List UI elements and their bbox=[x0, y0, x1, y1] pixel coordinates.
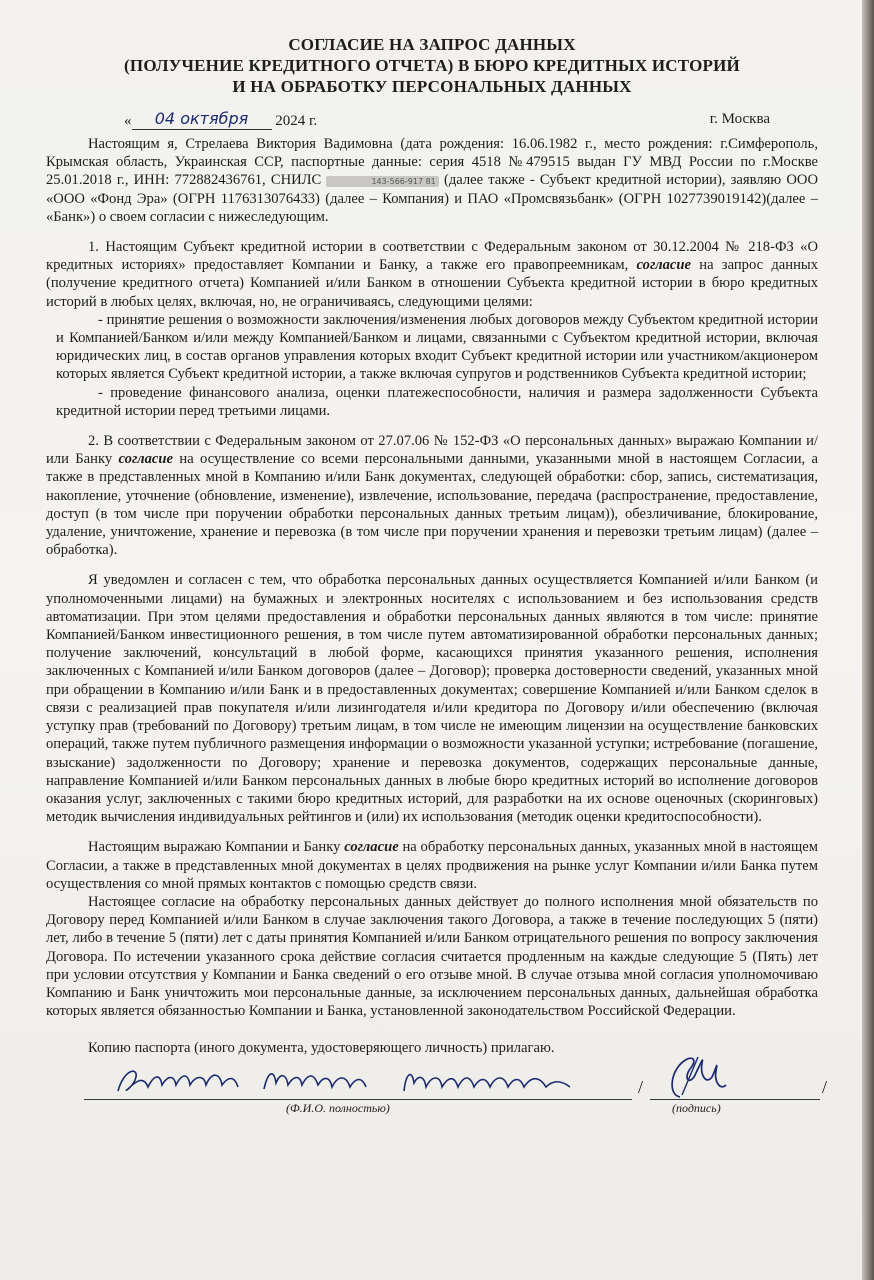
city: г. Москва bbox=[709, 111, 770, 127]
name-caption: (Ф.И.О. полностью) bbox=[286, 1101, 390, 1116]
title-line-1: СОГЛАСИЕ НА ЗАПРОС ДАННЫХ bbox=[288, 35, 576, 54]
date-handwritten bbox=[132, 109, 272, 130]
clause-1-emphasis: согласие bbox=[636, 257, 691, 274]
signature-field bbox=[650, 1067, 820, 1100]
marketing-paragraph bbox=[46, 838, 818, 893]
clause-1-before: 1. Настоящим Субъект кредитной истории в соответствии с Федеральным законом от 30.12.2004 № 218-ФЗ «О кредитных историях» предоставляет Компании и Банку, а также его правопреемникам, bbox=[46, 239, 818, 274]
signature-block bbox=[46, 1065, 828, 1135]
title-line-3: И НА ОБРАБОТКУ ПЕРСОНАЛЬНЫХ ДАННЫХ bbox=[232, 77, 632, 96]
date-quote: « bbox=[124, 113, 132, 129]
snils-redacted: 143-566-917 81 bbox=[326, 176, 438, 187]
clause-1 bbox=[46, 238, 818, 311]
marketing-emphasis: согласие bbox=[344, 839, 399, 856]
date-row bbox=[124, 109, 818, 135]
date-month: октября bbox=[180, 109, 249, 128]
clause-1-after: на запрос данных (получение кредитного отчета) Компанией и/или Банком в отношении Субъекта кредитной истории в бюро кредитных историй в любых целях, включая, но, не ограничиваясь, следующими целями: bbox=[46, 257, 818, 310]
handwritten-name-scribble bbox=[114, 1063, 584, 1103]
separator-slash: / bbox=[822, 1077, 828, 1098]
date-field bbox=[124, 109, 317, 130]
clause-1-item: - проведение финансового анализа, оценки платежеспособности, наличия и размера задолженности Субъекта кредитной истории перед третьими лицами. bbox=[56, 384, 818, 419]
validity-paragraph: Настоящее согласие на обработку персональных данных действует до полного исполнения мной обязательств по Договору перед Компанией и/или Банком в случае заключения такого Договора, а также в течение последующих 5 (пяти) лет, либо в течение 5 (пяти) лет с даты принятия Компанией и/или Банком отрицательного решения по вопросу заключения Договора. По истечении указанного срока действие согласия считается продленным на каждые следующие 5 (Пять) лет при условии отсутствия у Компании и Банка сведений о его отзыве мной. В случае отзыва мной согласия уполномочиваю Компанию и Банк уничтожить мои персональные данные, за исключением персональных данных, дальнейшая обработка которых является обязанностью Компании и Банка, установленной законодательством Российской Федерации. bbox=[46, 893, 818, 1020]
sign-caption: (подпись) bbox=[672, 1101, 721, 1116]
date-year: 2024 г. bbox=[275, 113, 318, 129]
document-title bbox=[46, 34, 818, 97]
intro-part-1: Настоящим я, Стрелаева Виктория Вадимовна (дата рождения: 16.06.1982 г., место рождения: г.Симферополь, Крымская область, Украинская ССР, паспортные данные: серия 4518 №479515 выдан ГУ МВД России по г.Москве 25.01.2018 г., ИНН: 772882436761, СНИЛС bbox=[46, 136, 818, 189]
clause-2-emphasis: согласие bbox=[118, 451, 173, 468]
background-edge bbox=[860, 0, 874, 1280]
marketing-before: Настоящим выражаю Компании и Банку bbox=[88, 839, 341, 856]
intro-paragraph bbox=[46, 135, 818, 226]
separator-slash: / bbox=[638, 1077, 644, 1098]
document-body bbox=[46, 135, 818, 1020]
intro-part-2: (далее также - Субъект кредитной истории), заявляю ООО «ООО «Фонд Эра» (ОГРН 1176313076433) (далее – Компания) и ПАО «Промсвязьбанк» (ОГРН 1027739019142)(далее – «Банк») о своем согласии с нижеследующим. bbox=[46, 172, 818, 225]
signature-scribble bbox=[658, 1051, 738, 1107]
handwritten-name-field bbox=[84, 1067, 632, 1100]
clause-1-item: - принятие решения о возможности заключения/изменения любых договоров между Субъектом кредитной истории и Компанией/Банком и/или между Компанией/Банком и лицами, связанными с Субъектом кредитной истории, включая юридических лиц, в состав органов управления которых входит Субъект кредитной истории или участником/акционером которых является Субъект кредитной истории, а также включая супругов и родственников Субъекта кредитной истории; bbox=[56, 311, 818, 383]
title-line-2: (ПОЛУЧЕНИЕ КРЕДИТНОГО ОТЧЕТА) В БЮРО КРЕДИТНЫХ ИСТОРИЙ bbox=[124, 56, 740, 75]
date-day: 04 bbox=[154, 109, 176, 128]
clause-2-before: 2. В соответствии с Федеральным законом от 27.07.06 № 152-ФЗ «О персональных данных» выражаю Компании и/или Банку bbox=[46, 433, 818, 468]
marketing-after: на обработку персональных данных, указанных мной в настоящем Согласии, а также в представленных мной документах в целях продвижения на рынке услуг Компании и/или Банка путем осуществления со мной прямых контактов с помощью средств связи. bbox=[46, 839, 819, 892]
clause-2-after: на осуществление со всеми персональными данными, указанными мной в настоящем Согласии, а также в представленных мной в Компанию и/или Банк документах, следующей обработки: сбор, запись, систематизация, накопление, уточнение (обновление, изменение), извлечение, использование, передача (распространение, предоставление, доступ (в том числе при поручении обработки персональных данных третьим лицам)), обезличивание, блокирование, удаление, уничтожение, хранение и перевозка (в том числе при поручении хранения и перевозки третьим лицам) (далее – обработка). bbox=[46, 451, 819, 559]
copy-note: Копию паспорта (иного документа, удостоверяющего личность) прилагаю. bbox=[88, 1040, 555, 1057]
notice-paragraph: Я уведомлен и согласен с тем, что обработка персональных данных осуществляется Компанией и/или Банком (и уполномоченными лицами) на бумажных и электронных носителях с использованием и без использования средств автоматизации. При этом целями предоставления и обработки персональных данных являются в том числе: принятие Компанией/Банком инвестиционного решения, в том числе путем автоматизированной обработки персональных данных; получение заключений, консультаций в любой форме, касающихся принятия указанного решения, исполнения заключенных с Компанией и/или Банком договоров (далее – Договор); проверка достоверности сведений, указанных мной при обращении в Компанию и/или Банк и в предоставленных документах; совершение Компанией и/или Банком сделок в связи с реализацией прав покупателя и/или лизингодателя и/или кредитора по Договору и/или обеспечению (включая уступку прав (требований по Договору) третьим лицам, в том числе не имеющим лицензии на осуществление банковских операций, также путем публичного размещения информации о возможности указанной уступки; истребование (погашение, взыскание) задолженности по Договору; хранение и перевозка документов, содержащих персональные данные, направление Компанией и/или Банком персональных данных в любые бюро кредитных историй во исполнение договоров оказания услуг, заключенных с такими бюро кредитных историй, для разработки на их основе оценочных (скоринговых) методик вычисления индивидуальных рейтингов и (или) их использования (методик оценки кредитоспособности). bbox=[46, 572, 818, 826]
clause-2 bbox=[46, 432, 818, 559]
